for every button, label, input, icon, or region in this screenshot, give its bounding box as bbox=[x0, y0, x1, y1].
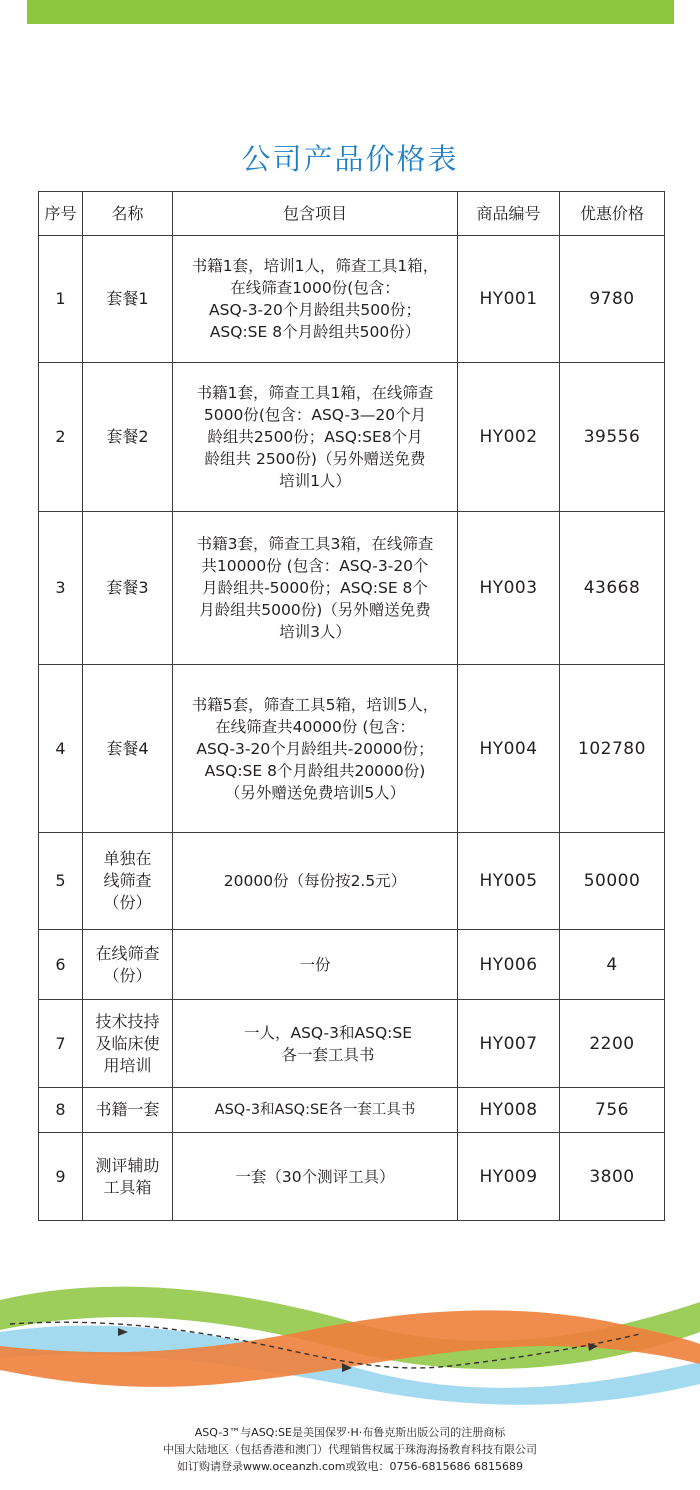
row-no: 4 bbox=[39, 665, 83, 833]
item-line: ASQ-3和ASQ:SE各一套工具书 bbox=[214, 1102, 416, 1118]
row-items bbox=[173, 363, 458, 512]
item-line: 一套（30个测评工具） bbox=[235, 1167, 395, 1186]
header-name: 名称 bbox=[83, 192, 173, 236]
row-no: 9 bbox=[39, 1133, 83, 1221]
item-line: 龄组共 2500份)（另外赠送免费 bbox=[204, 450, 426, 468]
row-price: 756 bbox=[560, 1088, 665, 1133]
name-line: 线筛查 bbox=[103, 871, 152, 890]
item-line: 一人，ASQ-3和ASQ:SE bbox=[243, 1023, 413, 1042]
item-line: 一份 bbox=[299, 955, 331, 974]
name-line: 测评辅助 bbox=[95, 1155, 160, 1175]
row-price: 9780 bbox=[560, 236, 665, 363]
item-line: 书籍1套，培训1人，筛查工具1箱， bbox=[191, 257, 439, 275]
row-name: 套餐4 bbox=[83, 665, 173, 833]
row-name: 书籍一套 bbox=[83, 1088, 173, 1133]
row-code: HY004 bbox=[458, 665, 560, 833]
row-items bbox=[173, 665, 458, 833]
row-items bbox=[173, 512, 458, 665]
row-items bbox=[173, 1000, 458, 1088]
footer-agent-line: 中国大陆地区（包括香港和澳门）代理销售权属于珠海海扬教育科技有限公司 bbox=[163, 1443, 537, 1456]
row-no: 1 bbox=[39, 236, 83, 363]
item-line: （另外赠送免费培训5人） bbox=[224, 783, 406, 802]
item-line: 在线筛查共40000份 (包含： bbox=[215, 717, 415, 736]
header-price: 优惠价格 bbox=[560, 192, 665, 236]
table-row bbox=[39, 930, 665, 1000]
item-line: 培训1人） bbox=[279, 472, 351, 490]
row-code: HY008 bbox=[458, 1088, 560, 1133]
table-row bbox=[39, 1000, 665, 1088]
row-no: 2 bbox=[39, 363, 83, 512]
item-line: ASQ:SE 8个月龄组共500份） bbox=[209, 323, 421, 341]
row-price: 43668 bbox=[560, 512, 665, 665]
row-items bbox=[173, 833, 458, 930]
item-line: 20000份（每份按2.5元） bbox=[223, 872, 407, 890]
decorative-wave-graphic bbox=[0, 1262, 700, 1412]
name-line: 用培训 bbox=[103, 1055, 152, 1075]
item-line: 书籍3套，筛查工具3箱，在线筛查 bbox=[196, 535, 434, 553]
name-line: 单独在 bbox=[103, 849, 152, 868]
table-row bbox=[39, 1133, 665, 1221]
row-price: 4 bbox=[560, 930, 665, 1000]
item-line: 在线筛查1000份(包含： bbox=[230, 279, 400, 297]
row-price: 102780 bbox=[560, 665, 665, 833]
item-line: 5000份(包含：ASQ-3—20个月 bbox=[203, 406, 427, 424]
row-items bbox=[173, 1088, 458, 1133]
row-name: 套餐2 bbox=[83, 363, 173, 512]
name-line: （份） bbox=[103, 965, 152, 985]
table-row bbox=[39, 512, 665, 665]
footer-notice bbox=[0, 1424, 700, 1475]
page-title: 公司产品价格表 bbox=[241, 142, 459, 177]
row-code: HY003 bbox=[458, 512, 560, 665]
name-line: （份） bbox=[103, 893, 152, 912]
footer-contact-line: 如订购请登录www.oceanzh.com或致电：0756-6815686 6815689 bbox=[177, 1460, 523, 1473]
item-line: ASQ:SE 8个月龄组共20000份) bbox=[204, 761, 426, 780]
row-no: 8 bbox=[39, 1088, 83, 1133]
row-name bbox=[83, 833, 173, 930]
row-name bbox=[83, 1133, 173, 1221]
row-name bbox=[83, 930, 173, 1000]
table-row bbox=[39, 1088, 665, 1133]
row-code: HY002 bbox=[458, 363, 560, 512]
name-line: 在线筛查 bbox=[95, 943, 160, 963]
header-code: 商品编号 bbox=[458, 192, 560, 236]
price-table bbox=[38, 191, 665, 1221]
row-code: HY009 bbox=[458, 1133, 560, 1221]
footer-trademark-line: ASQ-3™与ASQ:SE是美国保罗·H·布鲁克斯出版公司的注册商标 bbox=[194, 1426, 506, 1439]
name-line: 及临床使 bbox=[95, 1033, 160, 1053]
row-price: 3800 bbox=[560, 1133, 665, 1221]
row-code: HY001 bbox=[458, 236, 560, 363]
header-items: 包含项目 bbox=[173, 192, 458, 236]
table-row bbox=[39, 665, 665, 833]
item-line: 书籍1套，筛查工具1箱，在线筛查 bbox=[196, 384, 434, 402]
item-line: 龄组共2500份；ASQ:SE8个月 bbox=[207, 428, 423, 446]
item-line: 各一套工具书 bbox=[281, 1045, 375, 1064]
table-header-row bbox=[39, 192, 665, 236]
row-price: 39556 bbox=[560, 363, 665, 512]
header-no: 序号 bbox=[39, 192, 83, 236]
row-no: 5 bbox=[39, 833, 83, 930]
top-accent-bar bbox=[27, 0, 674, 24]
row-items bbox=[173, 930, 458, 1000]
item-line: 月龄组共-5000份；ASQ:SE 8个 bbox=[202, 579, 428, 597]
row-no: 6 bbox=[39, 930, 83, 1000]
row-price: 50000 bbox=[560, 833, 665, 930]
row-price: 2200 bbox=[560, 1000, 665, 1088]
table-row bbox=[39, 236, 665, 363]
row-items bbox=[173, 236, 458, 363]
row-name: 套餐3 bbox=[83, 512, 173, 665]
item-line: ASQ-3-20个月龄组共-20000份； bbox=[196, 739, 434, 758]
row-items bbox=[173, 1133, 458, 1221]
row-no: 3 bbox=[39, 512, 83, 665]
table-row bbox=[39, 833, 665, 930]
row-name bbox=[83, 1000, 173, 1088]
item-line: ASQ-3-20个月龄组共500份； bbox=[209, 301, 421, 319]
name-line: 技术技持 bbox=[95, 1011, 160, 1031]
item-line: 月龄组共5000份)（另外赠送免费 bbox=[199, 601, 431, 619]
row-no: 7 bbox=[39, 1000, 83, 1088]
row-name: 套餐1 bbox=[83, 236, 173, 363]
row-code: HY005 bbox=[458, 833, 560, 930]
item-line: 共10000份 (包含：ASQ-3-20个 bbox=[201, 557, 429, 575]
row-code: HY006 bbox=[458, 930, 560, 1000]
table-row bbox=[39, 363, 665, 512]
item-line: 培训3人） bbox=[279, 623, 351, 641]
item-line: 书籍5套，筛查工具5箱，培训5人， bbox=[191, 695, 439, 714]
name-line: 工具箱 bbox=[103, 1177, 152, 1197]
row-code: HY007 bbox=[458, 1000, 560, 1088]
